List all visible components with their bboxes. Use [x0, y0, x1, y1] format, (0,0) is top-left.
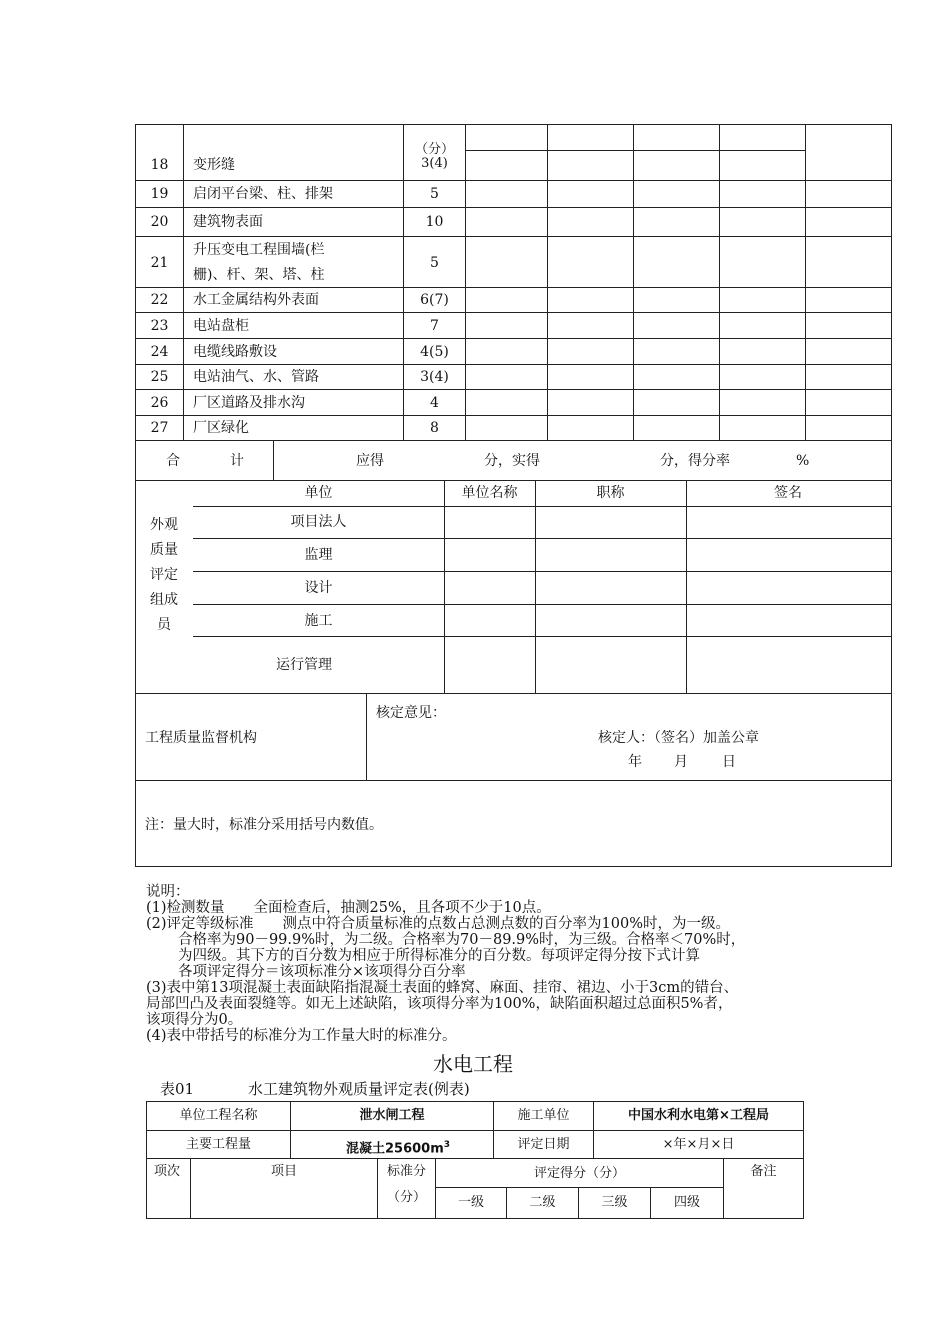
table-title: 水工建筑物外观质量评定表(例表) [248, 1080, 470, 1098]
row-no: 26 [150, 395, 169, 411]
members-side-label: 外观 [150, 517, 178, 533]
explanation-line: 为四级。其下方的百分数为相应于所得标准分的百分数。每项评定得分按下式计算 [178, 948, 700, 964]
main-quantity-value [346, 1137, 450, 1157]
unit-label: 运行管理 [276, 657, 332, 673]
row-item: 电站盘柜 [193, 318, 249, 334]
total-real: 分，实得 [484, 453, 540, 469]
row-no: 20 [150, 214, 169, 230]
row-item: 水工金属结构外表面 [193, 292, 319, 308]
opinion-label: 核定意见： [376, 705, 446, 721]
level-4: 四级 [673, 1195, 700, 1210]
row-item: 启闭平台梁、柱、排架 [193, 186, 333, 202]
row-no: 18 [150, 157, 169, 173]
members-side-label: 评定 [150, 567, 178, 583]
eval-date-label: 评定日期 [517, 1137, 570, 1152]
header-unit-name: 单位名称 [461, 485, 518, 501]
approver-label: 核定人：（签名）加盖公章 [598, 730, 759, 746]
supervision-label: 工程质量监督机构 [145, 730, 257, 746]
col-item: 项目 [270, 1164, 297, 1179]
level-2: 二级 [529, 1195, 556, 1210]
construction-unit-value: 中国水利水电第×工程局 [628, 1108, 769, 1123]
row-no: 22 [150, 292, 169, 308]
level-1: 一级 [457, 1195, 484, 1210]
row-item: 电站油气、水、管路 [193, 369, 319, 385]
total-rate: 分，得分率 [660, 453, 730, 469]
main-quantity-label: 主要工程量 [185, 1137, 251, 1152]
row-item: 栅)、杆、架、塔、柱 [193, 267, 325, 283]
section-title: 水电工程 [433, 1052, 513, 1076]
main-quantity-text: 混凝土25600m [346, 1141, 444, 1157]
explanation-line: (3)表中第13项混凝土表面缺陷指混凝土表面的蜂窝、麻面、挂帘、裙边、小于3cm的错台、 [146, 980, 739, 996]
col-std-score-unit: （分） [386, 1190, 426, 1205]
unit-label: 设计 [304, 580, 333, 596]
members-side-label: 员 [157, 617, 171, 633]
row-score: 7 [430, 318, 439, 334]
row-item: 厂区绿化 [193, 420, 249, 436]
explanation-line: 该项得分为0。 [146, 1012, 243, 1028]
main-quantity-superscript: 3 [443, 1140, 451, 1150]
total-should: 应得 [356, 453, 384, 469]
row-score: 3(4) [420, 369, 449, 385]
col-remark: 备注 [750, 1164, 777, 1179]
row-item: 建筑物表面 [193, 214, 263, 230]
table-number: 表01 [160, 1080, 195, 1098]
row-score: 3(4) [421, 156, 448, 171]
row-score: 10 [425, 214, 444, 230]
total-label-ji: 计 [230, 453, 244, 469]
header-title: 职称 [596, 485, 625, 501]
unit-label: 项目法人 [290, 514, 347, 530]
row-item: 电缆线路敷设 [193, 344, 277, 360]
unit-project-label: 单位工程名称 [179, 1108, 258, 1123]
explanation-line: (1)检测数量 全面检查后，抽测25%，且各项不少于10点。 [146, 900, 551, 916]
unit-label: 监理 [304, 547, 333, 563]
explanation-line: 各项评定得分＝该项标准分×该项得分百分率 [178, 964, 466, 980]
header-sign: 签名 [774, 485, 802, 501]
col-item-no: 项次 [154, 1164, 181, 1179]
row-score-unit: （分） [414, 142, 454, 157]
col-eval-score: 评定得分（分） [533, 1166, 625, 1181]
row-score: 4(5) [420, 344, 449, 360]
eval-date-value: ×年×月×日 [662, 1137, 735, 1152]
row-no: 21 [150, 255, 169, 271]
unit-project-value: 泄水闸工程 [359, 1108, 425, 1123]
construction-unit-label: 施工单位 [517, 1108, 570, 1123]
row-score: 5 [430, 186, 439, 202]
row-item: 变形缝 [193, 157, 235, 173]
row-item: 升压变电工程围墙(栏 [193, 242, 325, 258]
explanation-line: 局部凹凸及表面裂缝等。如无上述缺陷，该项得分率为100%，缺陷面积超过总面积5%者， [146, 996, 733, 1012]
row-score: 8 [430, 420, 439, 436]
members-side-label: 组成 [150, 592, 178, 608]
year-label: 年 [628, 754, 642, 770]
row-score: 4 [430, 395, 439, 411]
explanation-line: 合格率为90－99.9%时，为二级。合格率为70－89.9%时，为三级。合格率＜70%时， [178, 932, 746, 948]
explanation [146, 884, 836, 1044]
row-item: 厂区道路及排水沟 [193, 395, 305, 411]
explanation-line: (4)表中带括号的标准分为工作量大时的标准分。 [146, 1028, 457, 1044]
row-no: 23 [150, 318, 169, 334]
total-label-he: 合 [166, 453, 180, 469]
note-text: 注：量大时，标准分采用括号内数值。 [145, 817, 383, 833]
explanation-line: (2)评定等级标准 测点中符合质量标准的点数占总测点数的百分率为100%时，为一级。 [146, 916, 730, 932]
total-percent: % [796, 453, 810, 469]
month-label: 月 [674, 754, 688, 770]
explanation-line: 说明： [146, 884, 190, 900]
members-side-label: 质量 [150, 542, 178, 558]
row-score: 5 [430, 255, 439, 271]
level-3: 三级 [601, 1195, 628, 1210]
unit-label: 施工 [304, 613, 333, 629]
row-no: 25 [150, 369, 169, 385]
row-score: 6(7) [420, 292, 449, 308]
row-no: 27 [150, 420, 169, 436]
col-std-score: 标准分 [386, 1164, 426, 1179]
row-no: 19 [150, 186, 169, 202]
day-label: 日 [722, 754, 736, 770]
header-unit: 单位 [304, 485, 333, 501]
row-no: 24 [150, 344, 169, 360]
